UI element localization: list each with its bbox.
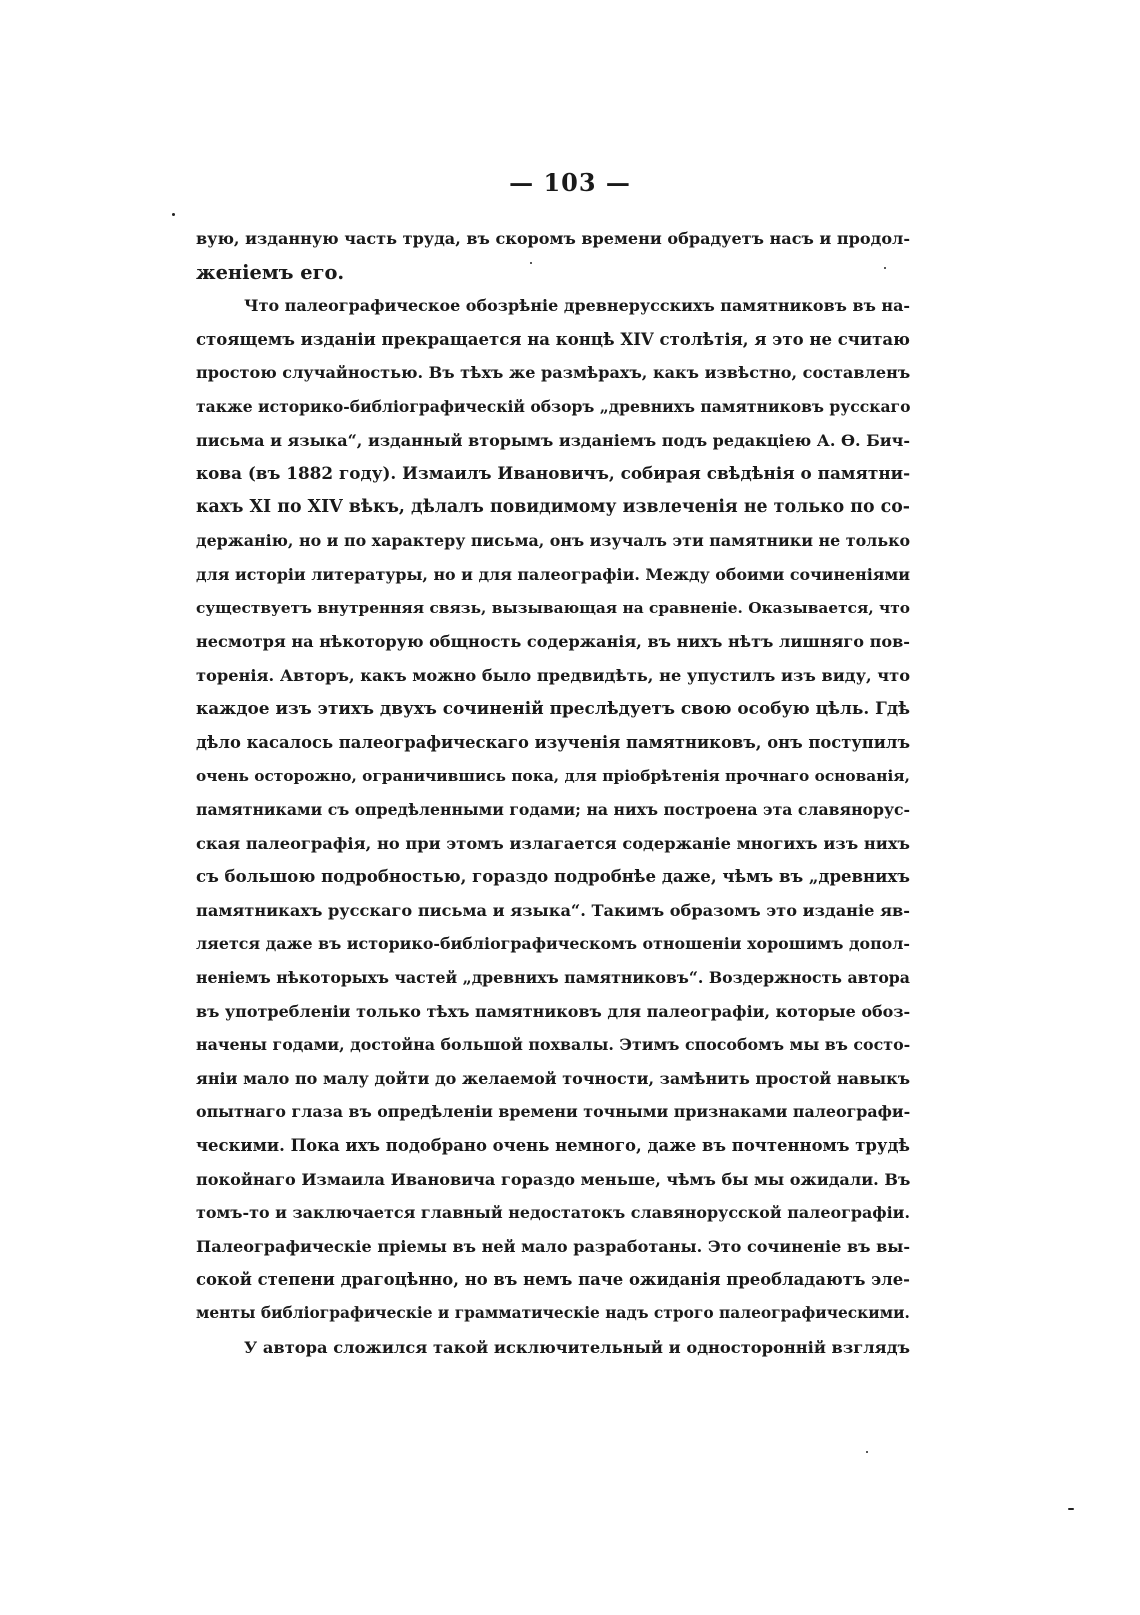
text-line: томъ-то и заключается главный недостатокъ славянорусской палеографіи. (196, 1203, 910, 1223)
text-line: кахъ XI по XIV вѣкъ, дѣлалъ повидимому извлеченія не только по со- (196, 496, 910, 517)
text-line: менты библіографическіе и грамматическіе надъ строго палеографическими. (196, 1304, 910, 1322)
text-line: памятниками съ опредѣленными годами; на нихъ построена эта славянорус- (196, 800, 910, 820)
text-line: несмотря на нѣкоторую общность содержанія, въ нихъ нѣтъ лишняго пов- (196, 632, 910, 652)
text-line: письма и языка“, изданный вторымъ изданіемъ подъ редакціею А. Ѳ. Бич- (196, 430, 911, 450)
text-line: простою случайностью. Въ тѣхъ же размѣрахъ, какъ извѣстно, составленъ (196, 363, 911, 383)
text-line: покойнаго Измаила Ивановича гораздо меньше, чѣмъ бы мы ожидали. Въ (196, 1169, 911, 1189)
text-line: въ употребленіи только тѣхъ памятниковъ для палеографіи, которые обоз- (196, 1001, 911, 1021)
text-line: каждое изъ этихъ двухъ сочиненій преслѣдуетъ свою особую цѣль. Гдѣ (196, 698, 910, 719)
text-line: очень осторожно, ограничившись пока, для пріобрѣтенія прочнаго основанія, (196, 766, 910, 785)
scan-speck (866, 1451, 868, 1453)
text-line: опытнаго глаза въ опредѣленіи времени точными признаками палеографи- (196, 1102, 911, 1122)
scan-speck (530, 262, 532, 264)
scan-speck (884, 267, 886, 269)
page-number: — 103 — (509, 168, 631, 197)
text-line: ляется даже въ историко-библіографическомъ отношеніи хорошимъ допол- (196, 934, 910, 954)
scan-speck (172, 213, 175, 216)
text-line: женіемъ его. (196, 260, 345, 284)
text-line: держанію, но и по характеру письма, онъ изучалъ эти памятники не только (196, 531, 911, 551)
text-line: вую, изданную часть труда, въ скоромъ времени обрадуетъ насъ и продол- (196, 229, 911, 248)
text-line: яніи мало по малу дойти до желаемой точности, замѣнить простой навыкъ (196, 1068, 910, 1088)
text-line: ческими. Пока ихъ подобрано очень немного, даже въ почтенномъ трудѣ (196, 1136, 910, 1156)
text-line: также историко-библіографическій обзоръ „древнихъ памятниковъ русскаго (196, 396, 911, 416)
text-line: неніемъ нѣкоторыхъ частей „древнихъ памятниковъ“. Воздержность автора (196, 968, 910, 988)
text-line: памятникахъ русскаго письма и языка“. Такимъ образомъ это изданіе яв- (196, 900, 910, 920)
text-line: съ большою подробностью, гораздо подробнѣе даже, чѣмъ въ „древнихъ (196, 866, 910, 887)
text-line: дѣло касалось палеографическаго изученія памятниковъ, онъ поступилъ (196, 732, 910, 752)
text-line: начены годами, достойна большой похвалы. Этимъ способомъ мы въ состо- (196, 1035, 911, 1055)
body-text (196, 222, 910, 1364)
text-line: Что палеографическое обозрѣніе древнерусскихъ памятниковъ въ на- (244, 296, 911, 316)
text-line: Палеографическіе пріемы въ ней мало разработаны. Это сочиненіе въ вы- (196, 1236, 911, 1256)
text-line: торенія. Авторъ, какъ можно было предвидѣть, не упустилъ изъ виду, что (196, 665, 911, 685)
text-line: сокой степени драгоцѣнно, но въ немъ паче ожиданія преобладаютъ эле- (196, 1270, 910, 1290)
text-line: кова (въ 1882 году). Измаилъ Ивановичъ, собирая свѣдѣнія о памятни- (196, 463, 911, 484)
text-line: У автора сложился такой исключительный и односторонній взглядъ (244, 1337, 911, 1357)
text-line: для исторіи литературы, но и для палеографіи. Между обоими сочиненіями (196, 564, 911, 584)
text-line: ская палеографія, но при этомъ излагается содержаніе многихъ изъ нихъ (196, 833, 910, 853)
text-line: существуетъ внутренняя связь, вызывающая на сравненіе. Оказывается, что (196, 598, 910, 617)
scan-speck (1068, 1508, 1074, 1510)
text-line: стоящемъ изданіи прекращается на концѣ XIV столѣтія, я это не считаю (196, 328, 910, 349)
